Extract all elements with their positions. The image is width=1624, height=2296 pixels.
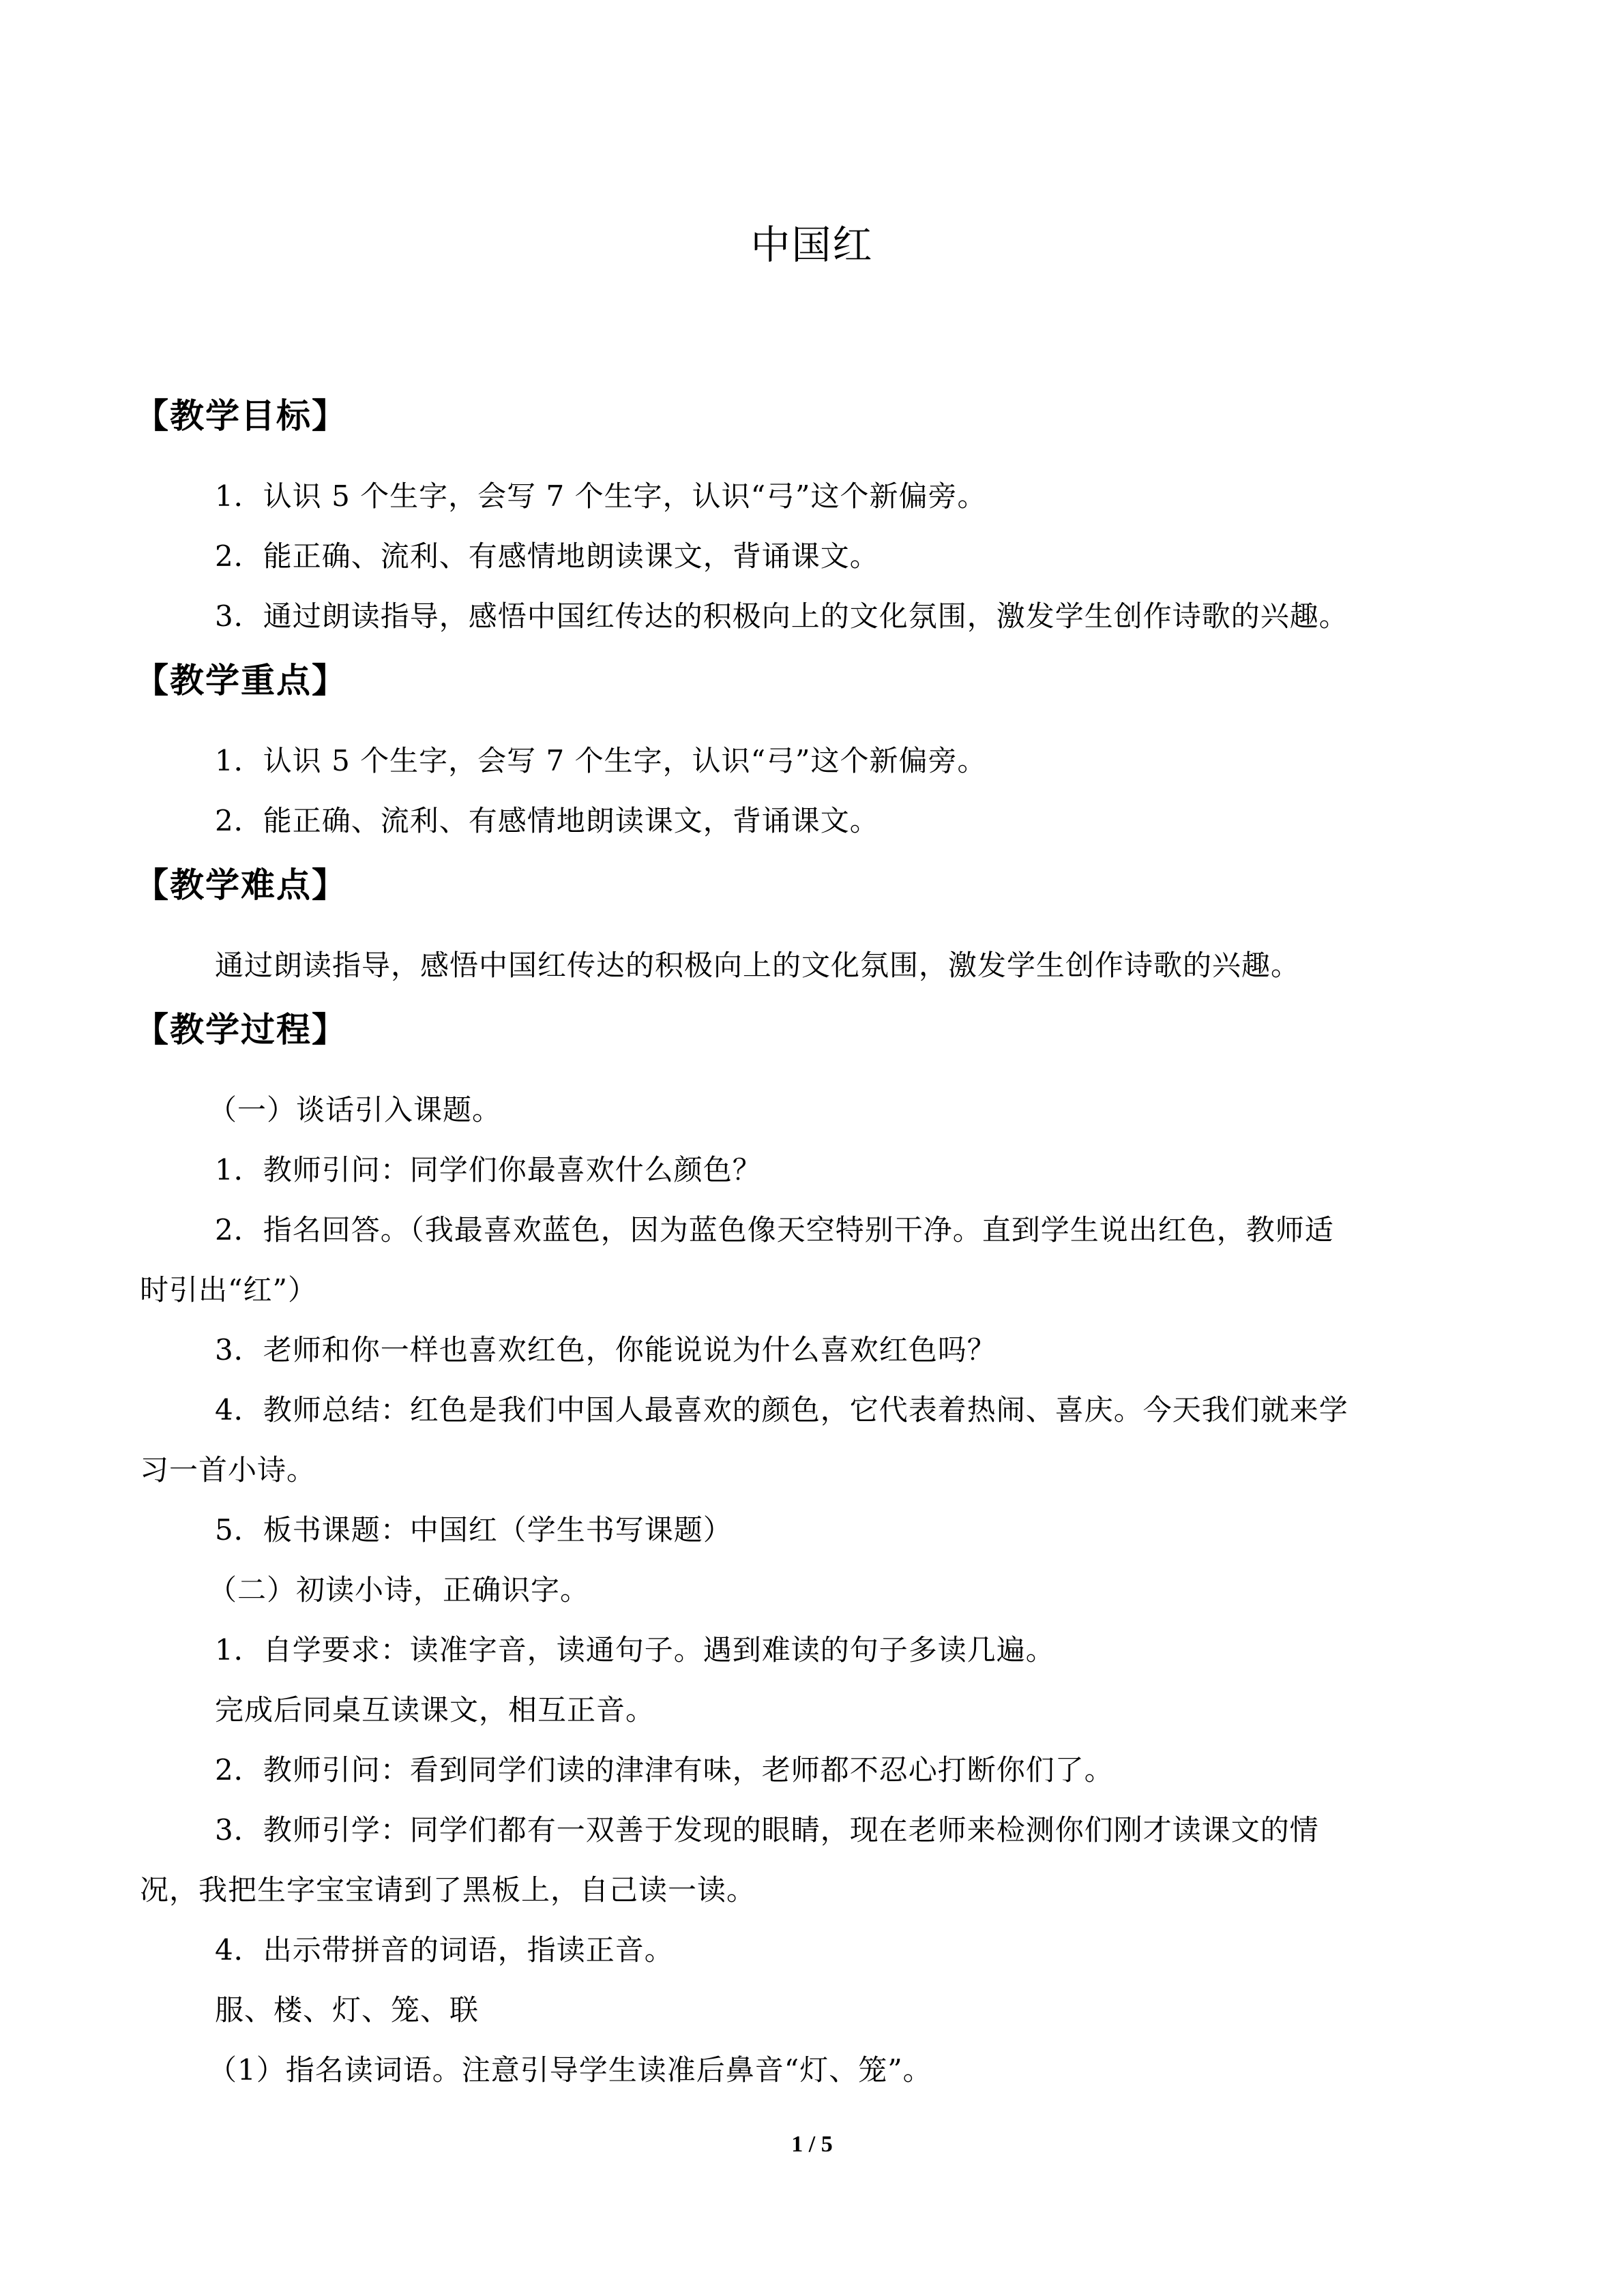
page-title: 中国红 [750,222,874,268]
paragraph: 1．教师引问：同学们你最喜欢什么颜色？ [215,1153,762,1187]
paragraph: 3．老师和你一样也喜欢红色，你能说说为什么喜欢红色吗？ [215,1333,996,1367]
paragraph: （一）谈话引入课题。 [208,1093,502,1127]
paragraph-continuation: 时引出“红”） [140,1273,317,1307]
paragraph: 2．指名回答。（我最喜欢蓝色，因为蓝色像天空特别干净。直到学生说出红色，教师适 [215,1213,1334,1247]
section-heading-process: 【教学过程】 [134,1010,347,1049]
paragraph: （1）指名读词语。注意引导学生读准后鼻音“灯、笼”。 [208,2053,932,2087]
paragraph: 2．教师引问：看到同学们读的津津有味，老师都不忍心打断你们了。 [215,1753,1114,1787]
section-heading-key-points: 【教学重点】 [134,661,347,700]
paragraph-continuation: 习一首小诗。 [140,1453,316,1487]
section-heading-difficulties: 【教学难点】 [134,865,347,905]
paragraph: 2．能正确、流利、有感情地朗读课文，背诵课文。 [215,539,879,573]
paragraph: （二）初读小诗，正确识字。 [208,1573,590,1607]
paragraph: 服、楼、灯、笼、联 [215,1993,479,2027]
paragraph: 1．认识 5 个生字，会写 7 个生字，认识“弓”这个新偏旁。 [215,744,987,777]
section-heading-objectives: 【教学目标】 [134,396,347,436]
paragraph: 2．能正确、流利、有感情地朗读课文，背诵课文。 [215,804,879,837]
paragraph: 4．教师总结：红色是我们中国人最喜欢的颜色，它代表着热闹、喜庆。今天我们就来学 [215,1393,1348,1427]
paragraph: 1．认识 5 个生字，会写 7 个生字，认识“弓”这个新偏旁。 [215,479,987,513]
paragraph: 3．教师引学：同学们都有一双善于发现的眼睛，现在老师来检测你们刚才读课文的情 [215,1813,1319,1847]
paragraph: 4．出示带拼音的词语，指读正音。 [215,1933,674,1967]
paragraph: 3．通过朗读指导，感悟中国红传达的积极向上的文化氛围，激发学生创作诗歌的兴趣。 [215,599,1348,633]
paragraph: 5．板书课题：中国红（学生书写课题） [215,1513,733,1547]
paragraph-continuation: 况，我把生字宝宝请到了黑板上，自己读一读。 [140,1873,756,1907]
paragraph: 1．自学要求：读准字音，读通句子。遇到难读的句子多读几遍。 [215,1633,1055,1667]
paragraph: 完成后同桌互读课文，相互正音。 [215,1693,655,1727]
paragraph: 通过朗读指导，感悟中国红传达的积极向上的文化氛围，激发学生创作诗歌的兴趣。 [215,949,1301,982]
page-number: 1 / 5 [791,2132,833,2157]
document-body [134,382,1473,2100]
